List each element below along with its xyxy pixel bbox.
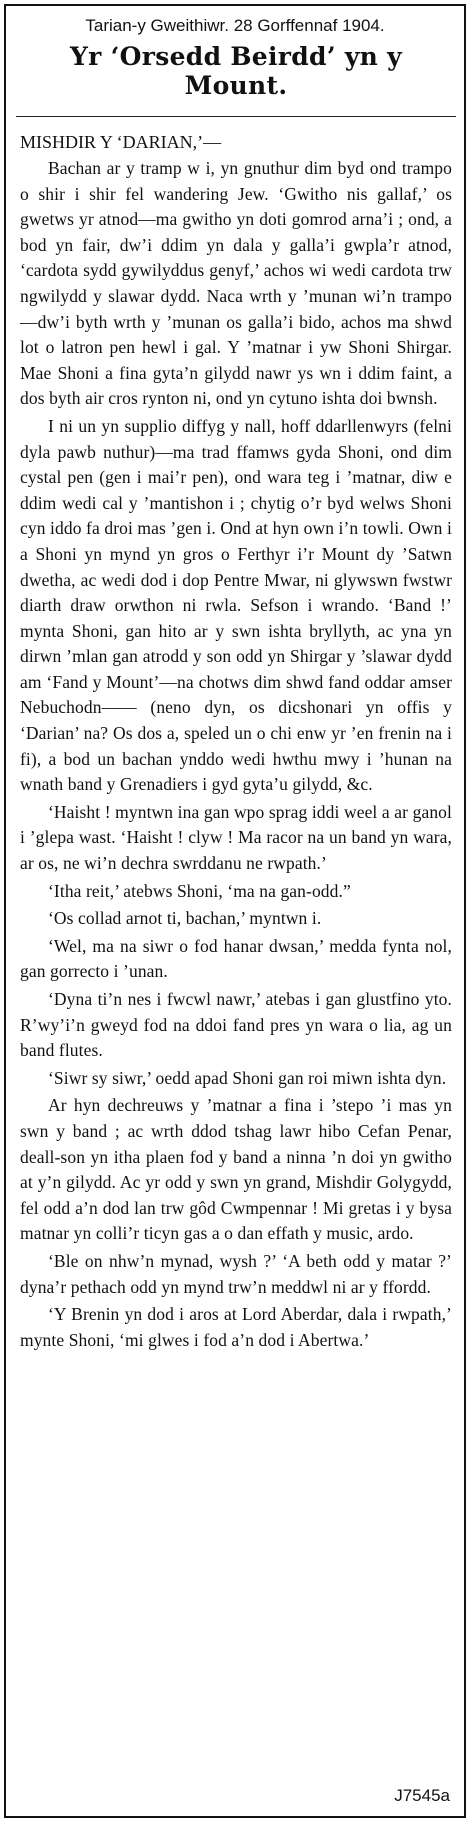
paragraph: ‘Haisht ! myntwn ina gan wpo sprag iddi weel a ar ganol i ’glepa wast. ‘Haisht ! clyw ! Ma racor na un band yn wara, ar os, ne wi’n dechra swrddanu ne rwpath.’: [20, 801, 452, 874]
paragraph: ‘Siwr sy siwr,’ oedd apad Shoni gan roi miwn ishta dyn.: [48, 1067, 447, 1088]
paragraph: ‘Os collad arnot ti, bachan,’ myntwn i.: [48, 908, 322, 929]
paragraph: ‘Dyna ti’n nes i fwcwl nawr,’ atebas i gan glustfino yto. R’wy’i’n gweyd fod na ddoi fand pres yn wara o lia, ag un band flutes.: [20, 989, 452, 1061]
paragraph: ‘Wel, ma na siwr o fod hanar dwsan,’ medda fynta nol, gan gorrecto i ’unan.: [20, 935, 452, 982]
archive-id: J7545a: [394, 1786, 450, 1805]
paragraph: I ni un yn supplio diffyg y nall, hoff ddarllenwyrs (felni dyla pawb nuthur)—ma trad ffamws gyda Shoni, ond dim cystal pen (gen i mai’r pen), ond wara teg i ’matnar, diw e ddim wedi cal y ’mantishon i ; chytig o’r byd welws Shoni cyn iddo fa droi mas ’gen i. Ond at hyn own i’n towli. Own i a Shoni yn mynd yn gros o Ferthyr i’r Mount dy ’Satwn dwetha, ac wedi dod i dop Pentre Mwar, ni glywswn fwstwr diarth draw orwthon ni rwla. Sefson i wrando. ‘Band !’ mynta Shoni, gan hito ar y swn ishta bryllyth, ac yna yn dirwn ’mlan gan atrodd y son odd yn Shirgar y ’slawar dydd am ‘Fand y Mount’—na chotws dim shwd fand oddar amser Nebuchodn—— (neno dyn, os dicshonari yn offis y ‘Darian’ na? Os dos a, speled un o chi enw yr ’en frenin na i fi), a bod un bachan ynddo wedi hwthu mwy i ’hunan na wnath band y Grenadiers i gyd gyta’u gilydd, &c.: [20, 415, 452, 795]
paragraph: ‘Itha reit,’ atebws Shoni, ‘ma na gan-odd.”: [48, 880, 351, 901]
paragraph: ‘Ble on nhw’n mynad, wysh ?’ ‘A beth odd y matar ?’ dyna’r pethach odd yn mynd trw’n meddwl ni ar y ffordd.: [20, 1250, 452, 1297]
article-headline: [16, 42, 456, 100]
headline-line-2: Mount.: [184, 71, 288, 100]
source-caption: Tarian-y Gweithiwr. 28 Gorffennaf 1904.: [85, 16, 385, 35]
paragraph: ‘Y Brenin yn dod i aros at Lord Aberdar, dala i rwpath,’ mynte Shoni, ‘mi glwes i fod a’n dod i Abertwa.’: [20, 1304, 452, 1350]
headline-rule: [16, 116, 456, 117]
clipping-frame: [4, 4, 466, 1818]
headline-line-1: Yr ‘Orsedd Beirdd’ yn y: [70, 42, 402, 71]
paragraph: Bachan ar y tramp w i, yn gnuthur dim byd ond trampo o shir i shir fel wandering Jew. ‘Gwitho nis gallaf,’ os gwetws yr atnod—ma gwitho yn doti gomrod arna’i ; ond, a bod yn fair, dw’i ddim yn dala y galla’i gwpla’r atnod, ‘cardota sydd gywilyddus genyf,’ achos wi wedi cardota trw ngwilydd y slawar dydd. Naca wrth y ’munan wi’n trampo—dw’i byth wrth y ’munan os galla’i bido, achos ma shwd lot o latron pen hewl i gal. Y ’matnar i yw Shoni Shirgar. Mae Shoni a fina gyta’n gilydd nawr ys wn i ddim faint, a dos byth air cros rynton ni, ond yn cytuno ishta doi bwnsh.: [20, 158, 452, 409]
paragraph: Ar hyn dechreuws y ’matnar a fina i ’stepo ’i mas yn swn y band ; ac wrth ddod tshag lawr hibo Cefan Penar, deall-son yn itha plaen fod y band a ninna ’n doi yn gwitho at y’n gilydd. Ac yr odd y swn yn grand, Mishdir Golygydd, fel odd a’n dod lan trw gôd Cwmpennar ! Mi gretas i y bysa matnar yn colli’r ticyn gas a o dan effath y music, ardo.: [20, 1095, 452, 1244]
salutation: MISHDIR Y ‘DARIAN,’—: [20, 132, 222, 152]
article-body: [20, 156, 452, 1353]
